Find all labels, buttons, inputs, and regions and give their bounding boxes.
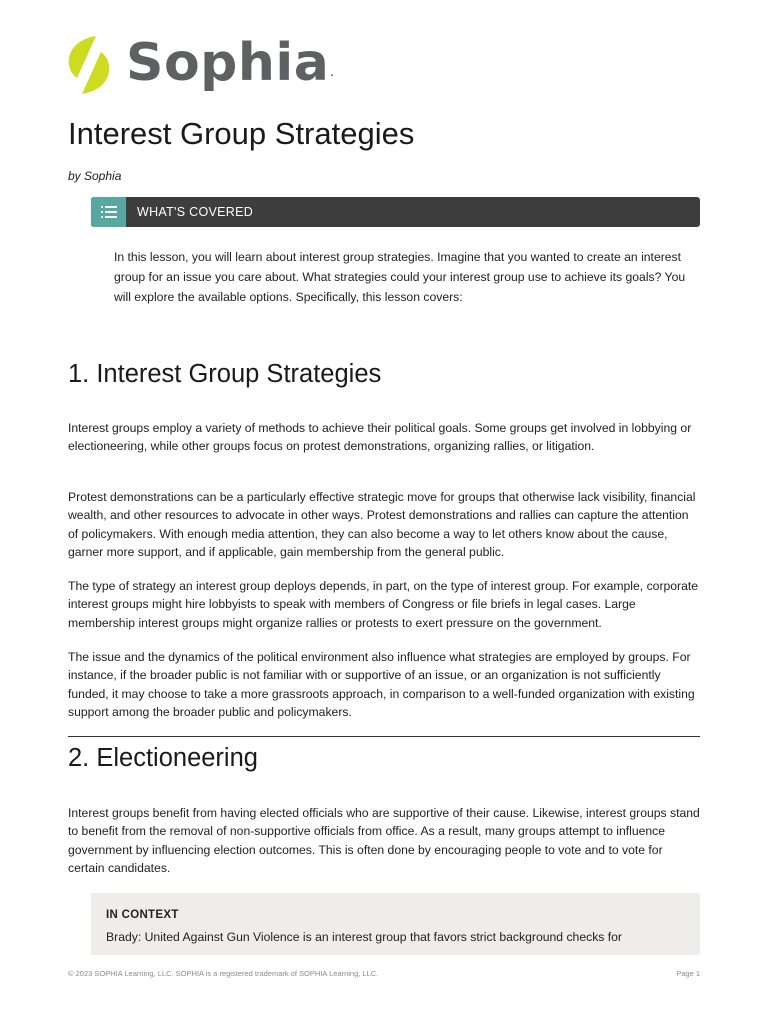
paragraph: Interest groups employ a variety of methods to achieve their political goals. Some groups get involved in lobbying or electioneering, while other groups focus on protest demonstrations, organizing rallies, or litigation. bbox=[68, 421, 692, 454]
list-icon bbox=[91, 197, 126, 227]
paragraph: Interest groups benefit from having elected officials who are supportive of their cause. Likewise, interest groups stand to benefit from the removal of non-supportive officials from office. As a result, many groups attempt to influence government by influencing election outcomes. This is often done by encouraging people to vote and to vote for certain candidates. bbox=[68, 806, 700, 876]
section-heading: 1. Interest Group Strategies bbox=[68, 360, 382, 388]
section-heading: 2. Electioneering bbox=[68, 744, 258, 772]
whats-covered-header bbox=[91, 197, 700, 227]
in-context-text: Brady: United Against Gun Violence is an interest group that favors strict background checks for bbox=[106, 930, 622, 944]
in-context-box bbox=[91, 893, 700, 955]
sophia-logo bbox=[66, 34, 334, 96]
paragraph: The issue and the dynamics of the political environment also influence what strategies are employed by groups. For instance, if the broader public is not familiar with or supportive of an issue, or an organization is not sufficiently funded, it may choose to take a more grassroots approach, in comparison to a well-funded organization with existing support among the broader public and policymakers. bbox=[68, 650, 695, 720]
paragraph: Protest demonstrations can be a particularly effective strategic move for groups that otherwise lack visibility, financial wealth, and other resources to advocate in other ways. Protest demonstrations and rallies can capture the attention of policymakers. With enough media attention, they can also become a way to let others know about the cause, garner more support, and if applicable, gain membership from the general public. bbox=[68, 490, 696, 560]
logo-wordmark: Sophia. bbox=[126, 33, 335, 93]
section-divider bbox=[68, 736, 700, 737]
byline: by Sophia bbox=[68, 169, 122, 183]
page-title: Interest Group Strategies bbox=[68, 116, 415, 151]
in-context-title: IN CONTEXT bbox=[106, 909, 179, 921]
page-number: Page 1 bbox=[676, 969, 700, 978]
sophia-leaf-icon bbox=[66, 35, 112, 95]
footer-copyright: © 2023 SOPHIA Learning, LLC. SOPHIA is a registered trademark of SOPHIA Learning, LLC. bbox=[68, 969, 379, 978]
whats-covered-label: WHAT'S COVERED bbox=[137, 205, 254, 219]
paragraph: The type of strategy an interest group deploys depends, in part, on the type of interest group. For example, corporate interest groups might hire lobbyists to speak with members of Congress or file briefs in legal cases. Large membership interest groups might organize rallies or protests to exert pressure on the government. bbox=[68, 579, 699, 630]
lesson-intro: In this lesson, you will learn about interest group strategies. Imagine that you wanted to create an interest group for an issue you care about. What strategies could your interest group use to achieve its goals? You will explore the available options. Specifically, this lesson covers: bbox=[114, 250, 686, 304]
